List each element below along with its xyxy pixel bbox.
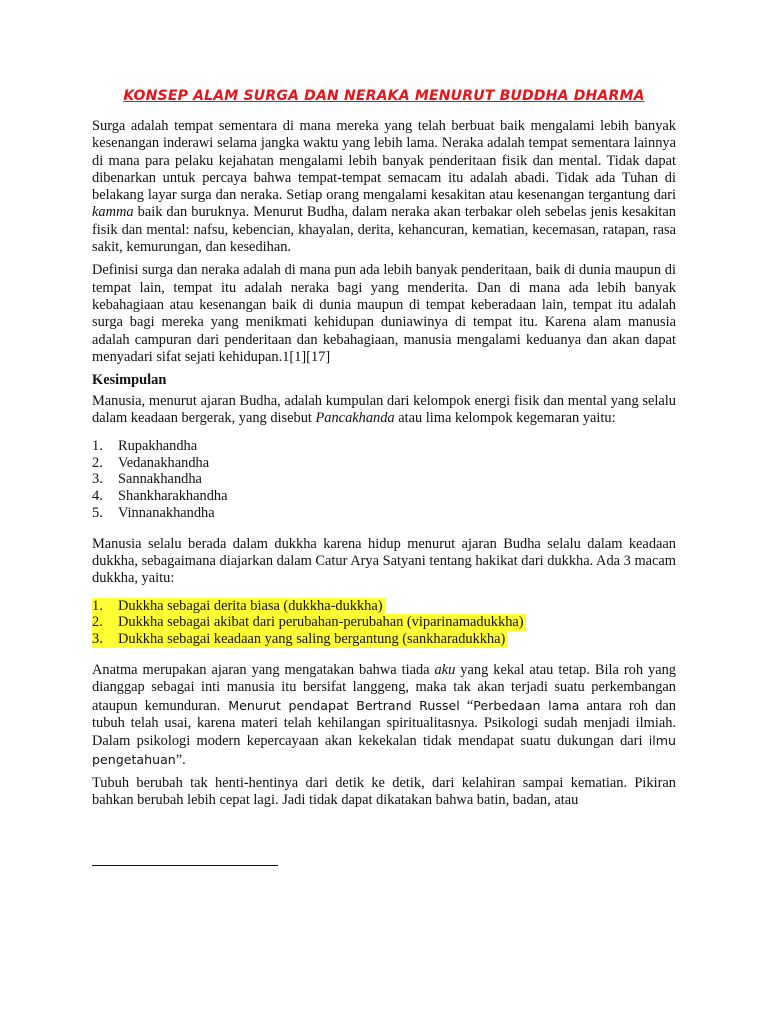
paragraph-dukkha: Manusia selalu berada dalam dukkha karena hidup menurut ajaran Budha selalu dalam keadaan dukkha, sebagaimana diajarkan dalam Catur Arya Satyani tentang hakikat dari dukkha. Ada 3 macam dukkha, yaitu:	[92, 535, 676, 587]
paragraph-definisi: Definisi surga dan neraka adalah di mana pun ada lebih banyak penderitaan, baik di dunia maupun di tempat lain, tempat itu adalah neraka bagi yang menderita. Dan di mana ada lebih banyak kebahagiaan atau kesenangan baik di dunia maupun di tempat keberadaan lain, tempat itu adalah surga bagi mereka yang menikmati kehidupan duniawinya di tempat itu. Karena alam manusia adalah campuran dari penderitaan dan kebahagiaan, manusia mengalami keduanya dan akan dapat menyadari sifat sejati kehidupan.1[1][17]	[92, 262, 676, 365]
list-item: 5. Vinnanakhandha	[92, 504, 215, 521]
document-title: KONSEP ALAM SURGA DAN NERAKA MENURUT BUDDHA DHARMA	[123, 88, 645, 104]
paragraph-anatma: Anatma merupakan ajaran yang mengatakan bahwa tiada aku yang kekal atau tetap. Bila roh yang dianggap sebagai inti manusia itu bersifat langgeng, maka tak akan terjadi suatu perkembangan ataupun kemunduran. Menurut pendapat Bertrand Russel “Perbedaan lama antara roh dan tubuh telah usai, karena materi telah kehilangan spiritualitasnya. Psikologi sudah menjadi ilmiah. Dalam psikologi modern kepercayaan akan kekekalan tidak mendapat suatu dukungan dari ilmu pengetahuan”.	[92, 662, 676, 768]
khandha-list	[92, 438, 676, 522]
list-item: 2. Vedanakhandha	[92, 454, 210, 471]
term-kamma: kamma	[92, 204, 134, 221]
paragraph-tubuh: Tubuh berubah tak henti-hentinya dari detik ke detik, dari kelahiran sampai kematian. Pikiran bahkan berubah lebih cepat lagi. Jadi tidak dapat dikatakan bahwa batin, badan, atau	[92, 774, 676, 809]
list-item: 4. Shankharakhandha	[92, 488, 228, 505]
dukkha-list-highlighted	[92, 598, 676, 648]
term-pancakhanda: Pancakhanda	[315, 410, 395, 427]
paragraph-surga-neraka: Surga adalah tempat sementara di mana mereka yang telah berbuat baik mengalami lebih banyak kesenangan inderawi selama jangka waktu yang lebih lama. Neraka adalah tempat sementara lainnya di mana para pelaku kejahatan mengalami lebih banyak penderitaan fisik dan mental. Tidak dapat dibenarkan untuk percaya bahwa tempat-tempat semacam itu adalah abadi. Tidak ada Tuhan di belakang layar surga dan neraka. Setiap orang mengalami kesakitan atau kesenangan tergantung dari kamma baik dan buruknya. Menurut Budha, dalam neraka akan terbakar oleh sebelas jenis kesakitan fisik dan mental: nafsu, kebencian, khayalan, derita, kehancuran, kematian, kecemasan, ratapan, rasa sakit, kemurungan, dan kesedihan.	[92, 118, 676, 256]
term-aku: aku	[434, 662, 456, 679]
section-heading-kesimpulan: Kesimpulan	[92, 372, 167, 389]
list-item: 1. Rupakhandha	[92, 437, 198, 454]
paragraph-pancakhanda: Manusia, menurut ajaran Budha, adalah kumpulan dari kelompok energi fisik dan mental yang selalu dalam keadaan bergerak, yang disebut Pancakhanda atau lima kelompok kegemaran yaitu:	[92, 393, 676, 427]
list-item: 3. Sannakhandha	[92, 471, 202, 488]
document-page	[92, 88, 676, 815]
list-item: 2. Dukkha sebagai akibat dari perubahan-perubahan (viparinamadukkha)	[92, 614, 524, 631]
list-item: 3. Dukkha sebagai keadaan yang saling bergantung (sankharadukkha)	[92, 631, 506, 648]
footnote-separator	[92, 865, 278, 866]
list-item: 1. Dukkha sebagai derita biasa (dukkha-dukkha)	[92, 597, 383, 614]
